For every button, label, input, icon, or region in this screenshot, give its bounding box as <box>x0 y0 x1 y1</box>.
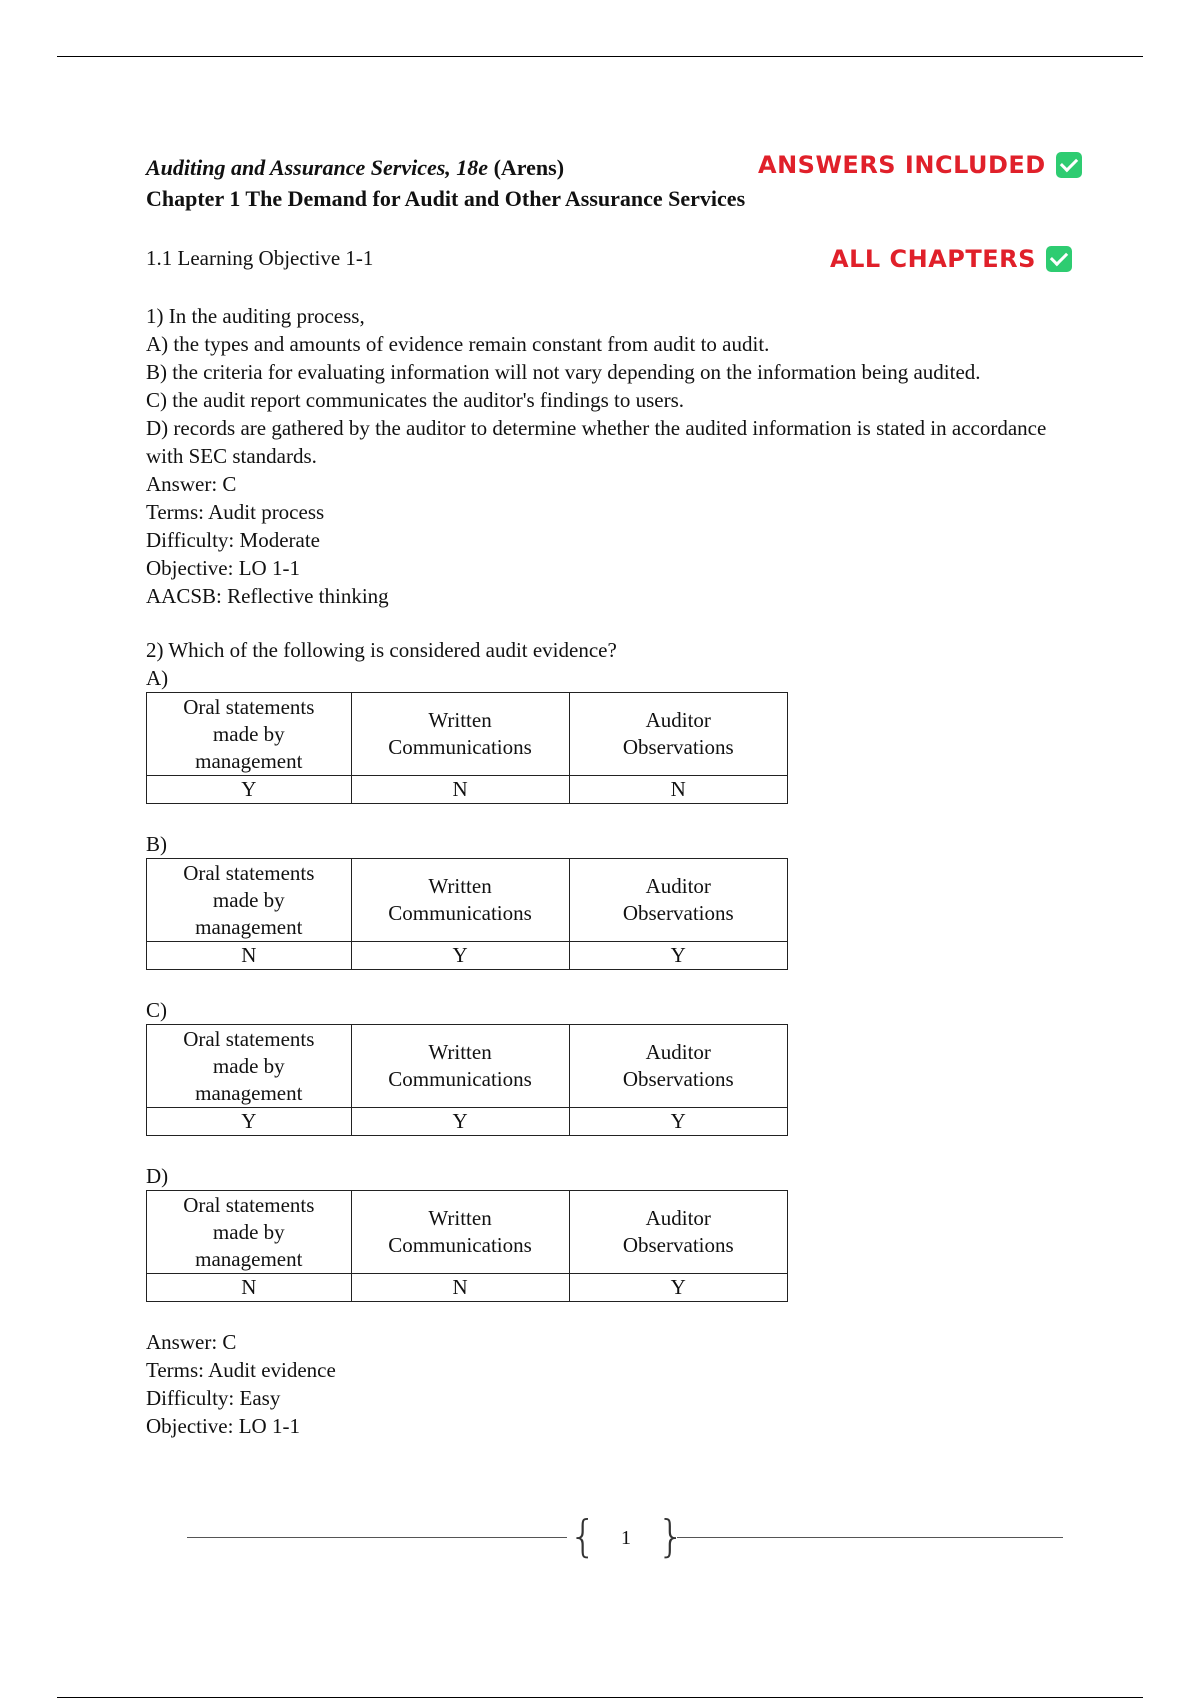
header-text: Communications <box>388 735 532 759</box>
header-text: Oral statements <box>183 860 315 885</box>
header-text: Observations <box>622 901 734 925</box>
table-cell: N <box>351 776 569 804</box>
footer-rule-left <box>187 1537 567 1538</box>
table-cell: Y <box>147 776 352 804</box>
header-text: made by <box>212 887 285 912</box>
table-row <box>147 1274 788 1302</box>
header-written-communications <box>351 859 569 942</box>
table-cell: Y <box>147 1108 352 1136</box>
table-header-row <box>147 1191 788 1274</box>
question-1 <box>146 302 1076 610</box>
table-cell: Y <box>351 1108 569 1136</box>
header-text: Oral statements <box>183 1192 315 1217</box>
table-header-row <box>147 859 788 942</box>
header-text: made by <box>212 1053 285 1078</box>
section-heading: 1.1 Learning Objective 1-1 <box>146 246 374 270</box>
table-cell: Y <box>569 1274 787 1302</box>
header-text: made by <box>212 1219 285 1244</box>
question-2 <box>146 636 1076 1440</box>
header-text: management <box>195 1080 303 1105</box>
evidence-table <box>146 858 788 970</box>
answers-included-text: ANSWERS INCLUDED <box>758 151 1046 179</box>
header-oral-statements <box>147 859 352 942</box>
page-footer <box>187 1511 1063 1562</box>
question-stem: 2) Which of the following is considered audit evidence? <box>146 638 617 662</box>
header-auditor-observations <box>569 1025 787 1108</box>
header-oral-statements <box>147 1191 352 1274</box>
header-written-communications <box>351 693 569 776</box>
header-text: Auditor <box>645 1040 711 1064</box>
question-stem: 1) In the auditing process, <box>146 304 365 328</box>
header-text: Auditor <box>645 874 711 898</box>
table-row <box>147 776 788 804</box>
table-cell: N <box>569 776 787 804</box>
evidence-table <box>146 1024 788 1136</box>
option-d: D) records are gathered by the auditor to determine whether the audited information is stated in accordance with SEC standards. <box>146 416 1047 468</box>
header-written-communications <box>351 1025 569 1108</box>
header-written-communications <box>351 1191 569 1274</box>
document-body <box>146 152 1076 1440</box>
table-cell: N <box>351 1274 569 1302</box>
option-c: C) the audit report communicates the auditor's findings to users. <box>146 388 685 412</box>
header-text: Communications <box>388 901 532 925</box>
terms: Terms: Audit process <box>146 500 325 524</box>
header-text: Written <box>428 1040 492 1064</box>
top-rule <box>57 56 1143 57</box>
header-text: Communications <box>388 1233 532 1257</box>
book-title-italic: Auditing and Assurance Services, 18e <box>146 155 489 180</box>
right-brace-icon: } <box>657 1511 685 1562</box>
evidence-table <box>146 692 788 804</box>
terms: Terms: Audit evidence <box>146 1358 336 1382</box>
header-text: management <box>195 1246 303 1271</box>
table-row <box>147 1108 788 1136</box>
header-text: Written <box>428 874 492 898</box>
table-cell: Y <box>569 942 787 970</box>
header-text: Auditor <box>645 708 711 732</box>
header-text: Observations <box>622 735 734 759</box>
answer: Answer: C <box>146 472 237 496</box>
table-cell: N <box>147 1274 352 1302</box>
option-label: C) <box>146 998 167 1022</box>
difficulty: Difficulty: Moderate <box>146 528 320 552</box>
header-auditor-observations <box>569 859 787 942</box>
table-cell: N <box>147 942 352 970</box>
header-text: Oral statements <box>183 1026 315 1051</box>
table-header-row <box>147 1025 788 1108</box>
option-a: A) the types and amounts of evidence remain constant from audit to audit. <box>146 332 770 356</box>
header-text: Observations <box>622 1233 734 1257</box>
bottom-rule <box>57 1697 1143 1698</box>
option-label: B) <box>146 832 167 856</box>
header-text: Written <box>428 1206 492 1230</box>
header-oral-statements <box>147 693 352 776</box>
header-text: Observations <box>622 1067 734 1091</box>
header-auditor-observations <box>569 1191 787 1274</box>
option-label: D) <box>146 1164 169 1188</box>
option-tables <box>146 664 1076 1328</box>
page-number: 1 <box>621 1527 631 1549</box>
table-cell: Y <box>351 942 569 970</box>
answer: Answer: C <box>146 1330 237 1354</box>
header-text: made by <box>212 721 285 746</box>
table-header-row <box>147 693 788 776</box>
header-text: management <box>195 748 303 773</box>
left-brace-icon: { <box>569 1511 597 1562</box>
option-b: B) the criteria for evaluating information will not vary depending on the information being audited. <box>146 360 981 384</box>
aacsb: AACSB: Reflective thinking <box>146 584 389 608</box>
footer-rule-right <box>677 1537 1063 1538</box>
chapter-title: Chapter 1 The Demand for Audit and Other Assurance Services <box>146 186 746 211</box>
evidence-table <box>146 1190 788 1302</box>
header-oral-statements <box>147 1025 352 1108</box>
header-text: Written <box>428 708 492 732</box>
book-author: (Arens) <box>488 155 565 180</box>
header-auditor-observations <box>569 693 787 776</box>
difficulty: Difficulty: Easy <box>146 1386 281 1410</box>
objective: Objective: LO 1-1 <box>146 556 300 580</box>
header-text: management <box>195 914 303 939</box>
table-cell: Y <box>569 1108 787 1136</box>
table-row <box>147 942 788 970</box>
book-title <box>146 152 1076 183</box>
all-chapters-text: ALL CHAPTERS <box>830 245 1036 273</box>
header-text: Oral statements <box>183 694 315 719</box>
objective: Objective: LO 1-1 <box>146 1414 300 1438</box>
header-text: Communications <box>388 1067 532 1091</box>
header-text: Auditor <box>645 1206 711 1230</box>
option-label: A) <box>146 666 169 690</box>
